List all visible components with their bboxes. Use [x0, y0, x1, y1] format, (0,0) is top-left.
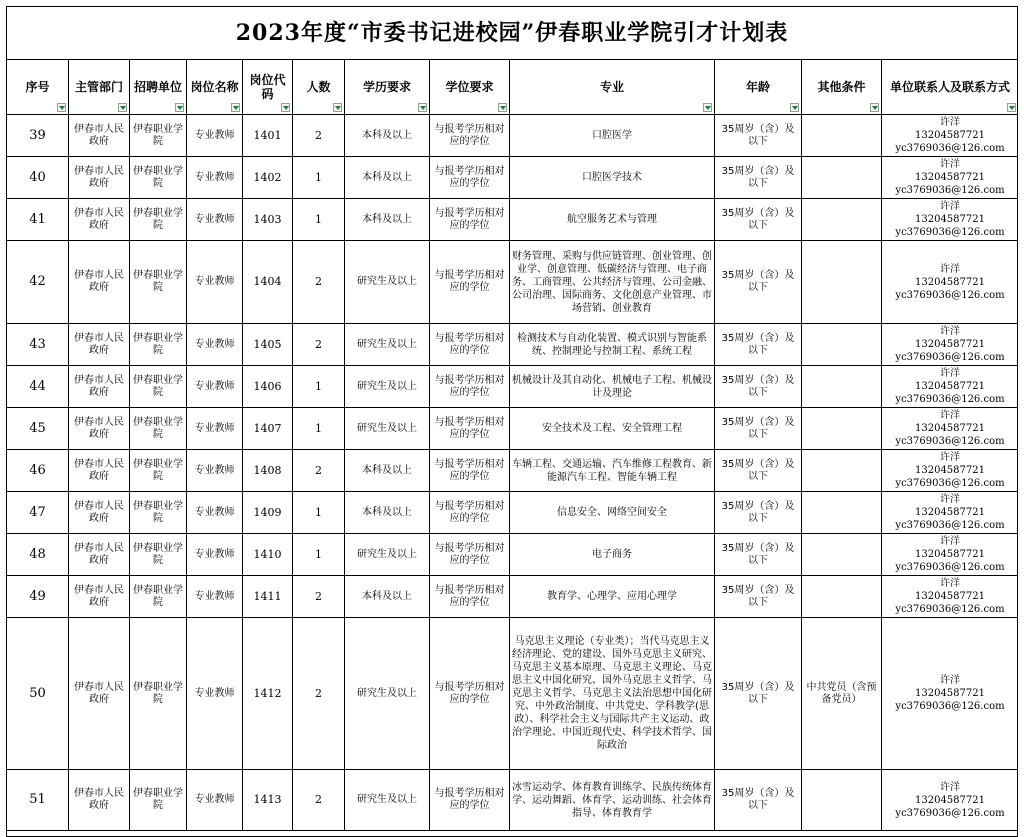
cell-code: 1411	[243, 576, 293, 618]
cell-major: 口腔医学技术	[510, 157, 715, 199]
cell-edu: 研究生及以上	[345, 534, 430, 576]
contact-phone: 13204587721	[915, 794, 985, 806]
cell-count: 1	[293, 408, 345, 450]
cell-post: 专业教师	[187, 450, 243, 492]
cell-contact	[882, 324, 1019, 366]
cell-edu: 本科及以上	[345, 450, 430, 492]
filter-dropdown-icon[interactable]	[333, 103, 342, 112]
contact-name: 许洋	[940, 578, 960, 589]
cell-edu: 研究生及以上	[345, 366, 430, 408]
col-header-contact: 单位联系人及联系方式	[882, 60, 1019, 115]
cell-count: 1	[293, 534, 345, 576]
cell-count: 2	[293, 115, 345, 157]
cell-major: 教育学、心理学、应用心理学	[510, 576, 715, 618]
cell-post: 专业教师	[187, 241, 243, 324]
cell-no: 45	[7, 408, 69, 450]
table-row	[7, 492, 1019, 534]
cell-major: 信息安全、网络空间安全	[510, 492, 715, 534]
cell-contact	[882, 199, 1019, 241]
cell-age: 35周岁（含）及以下	[715, 534, 802, 576]
contact-email: yc3769036@126.com	[895, 562, 1005, 573]
cell-other	[802, 770, 882, 831]
cell-code: 1403	[243, 199, 293, 241]
cell-age: 35周岁（含）及以下	[715, 241, 802, 324]
table-row	[7, 199, 1019, 241]
cell-edu: 研究生及以上	[345, 770, 430, 831]
cell-edu: 本科及以上	[345, 115, 430, 157]
cell-code: 1410	[243, 534, 293, 576]
cell-no: 40	[7, 157, 69, 199]
contact-phone: 13204587721	[915, 591, 985, 602]
contact-name: 许洋	[940, 675, 960, 686]
table-row	[7, 770, 1019, 831]
cell-unit: 伊春职业学院	[130, 492, 187, 534]
cell-other	[802, 157, 882, 199]
cell-contact	[882, 534, 1019, 576]
contact-email: yc3769036@126.com	[895, 352, 1005, 363]
cell-no: 43	[7, 324, 69, 366]
recruitment-table	[6, 59, 1018, 831]
cell-degree: 与报考学历相对应的学位	[430, 408, 510, 450]
cell-other	[802, 408, 882, 450]
cell-other	[802, 492, 882, 534]
col-header-edu: 学历要求	[345, 60, 430, 115]
cell-major: 马克思主义理论（专业类）；当代马克思主义经济理论、党的建设、国外马克思主义研究、马克思主义基本原理、马克思主义理论、马克思主义中国化研究、国外马克思主义哲学、马克思主义哲学、马克思主义法治思想中国化研究、中外政治制度、中共党史、学科教学(思政）、科学社会主义与国际共产主义运动、政治学理论、中国近现代史、科学技术哲学、国际政治	[510, 618, 715, 770]
table-row	[7, 157, 1019, 199]
cell-contact	[882, 576, 1019, 618]
cell-count: 2	[293, 324, 345, 366]
cell-code: 1401	[243, 115, 293, 157]
cell-no: 51	[7, 770, 69, 831]
cell-age: 35周岁（含）及以下	[715, 618, 802, 770]
cell-age: 35周岁（含）及以下	[715, 366, 802, 408]
cell-no: 49	[7, 576, 69, 618]
table-row	[7, 618, 1019, 770]
cell-code: 1404	[243, 241, 293, 324]
cell-degree: 与报考学历相对应的学位	[430, 576, 510, 618]
cell-code: 1412	[243, 618, 293, 770]
cell-post: 专业教师	[187, 534, 243, 576]
filter-dropdown-icon[interactable]	[281, 103, 290, 112]
contact-name: 许洋	[940, 368, 960, 379]
cell-major: 冰雪运动学、体育教育训练学、民族传统体育学、运动舞蹈、体育学、运动训练、社会体育指导、体育教育学	[510, 770, 715, 831]
cell-edu: 研究生及以上	[345, 618, 430, 770]
table-row	[7, 366, 1019, 408]
contact-name: 许洋	[940, 536, 960, 547]
cell-code: 1405	[243, 324, 293, 366]
cell-contact	[882, 492, 1019, 534]
contact-email: yc3769036@126.com	[895, 807, 1005, 819]
cell-dept: 伊春市人民政府	[69, 618, 130, 770]
cell-degree: 与报考学历相对应的学位	[430, 324, 510, 366]
contact-email: yc3769036@126.com	[895, 185, 1005, 196]
contact-email: yc3769036@126.com	[895, 289, 1005, 301]
contact-phone: 13204587721	[915, 688, 985, 699]
header-row	[7, 60, 1019, 115]
cell-degree: 与报考学历相对应的学位	[430, 115, 510, 157]
cell-major: 财务管理、采购与供应链管理、创业管理、创业学、创意管理、低碳经济与管理、电子商务、工商管理、公共经济与管理、公司金融、公司治理、国际商务、文化创意产业管理、市场营销、创业教育	[510, 241, 715, 324]
cell-no: 41	[7, 199, 69, 241]
cell-major: 航空服务艺术与管理	[510, 199, 715, 241]
cell-no: 39	[7, 115, 69, 157]
cell-major: 安全技术及工程、安全管理工程	[510, 408, 715, 450]
cell-major: 检测技术与自动化装置、模式识别与智能系统、控制理论与控制工程、系统工程	[510, 324, 715, 366]
col-header-age: 年龄	[715, 60, 802, 115]
contact-email: yc3769036@126.com	[895, 478, 1005, 489]
cell-code: 1402	[243, 157, 293, 199]
cell-age: 35周岁（含）及以下	[715, 576, 802, 618]
contact-name: 许洋	[940, 326, 960, 337]
cell-post: 专业教师	[187, 492, 243, 534]
cell-post: 专业教师	[187, 618, 243, 770]
contact-name: 许洋	[940, 452, 960, 463]
col-header-degree: 学位要求	[430, 60, 510, 115]
filter-dropdown-icon[interactable]	[498, 103, 507, 112]
cell-post: 专业教师	[187, 366, 243, 408]
cell-contact	[882, 618, 1019, 770]
table-row	[7, 241, 1019, 324]
table-row	[7, 408, 1019, 450]
cell-edu: 本科及以上	[345, 199, 430, 241]
contact-name: 许洋	[940, 117, 960, 128]
cell-degree: 与报考学历相对应的学位	[430, 199, 510, 241]
col-header-unit: 招聘单位	[130, 60, 187, 115]
cell-unit: 伊春职业学院	[130, 241, 187, 324]
cell-count: 2	[293, 450, 345, 492]
contact-phone: 13204587721	[915, 130, 985, 141]
cell-unit: 伊春职业学院	[130, 618, 187, 770]
cell-contact	[882, 770, 1019, 831]
cell-age: 35周岁（含）及以下	[715, 492, 802, 534]
cell-code: 1406	[243, 366, 293, 408]
cell-post: 专业教师	[187, 115, 243, 157]
filter-dropdown-icon[interactable]	[418, 103, 427, 112]
contact-email: yc3769036@126.com	[895, 701, 1005, 712]
cell-edu: 本科及以上	[345, 492, 430, 534]
contact-phone: 13204587721	[915, 423, 985, 434]
cell-edu: 本科及以上	[345, 576, 430, 618]
cell-dept: 伊春市人民政府	[69, 366, 130, 408]
cell-degree: 与报考学历相对应的学位	[430, 366, 510, 408]
cell-degree: 与报考学历相对应的学位	[430, 450, 510, 492]
contact-phone: 13204587721	[915, 549, 985, 560]
cell-major: 机械设计及其自动化、机械电子工程、机械设计及理论	[510, 366, 715, 408]
cell-unit: 伊春职业学院	[130, 408, 187, 450]
contact-phone: 13204587721	[915, 172, 985, 183]
contact-phone: 13204587721	[915, 381, 985, 392]
cell-code: 1408	[243, 450, 293, 492]
cell-age: 35周岁（含）及以下	[715, 157, 802, 199]
cell-unit: 伊春职业学院	[130, 115, 187, 157]
cell-age: 35周岁（含）及以下	[715, 450, 802, 492]
cell-contact	[882, 450, 1019, 492]
cell-other	[802, 450, 882, 492]
table-row	[7, 534, 1019, 576]
contact-name: 许洋	[940, 201, 960, 212]
cell-post: 专业教师	[187, 157, 243, 199]
cell-edu: 本科及以上	[345, 157, 430, 199]
cell-edu: 研究生及以上	[345, 408, 430, 450]
contact-phone: 13204587721	[915, 276, 985, 288]
cell-dept: 伊春市人民政府	[69, 492, 130, 534]
col-header-code: 岗位代码	[243, 60, 293, 115]
cell-code: 1407	[243, 408, 293, 450]
cell-major: 口腔医学	[510, 115, 715, 157]
cell-degree: 与报考学历相对应的学位	[430, 618, 510, 770]
cell-other	[802, 366, 882, 408]
cell-count: 1	[293, 366, 345, 408]
cell-unit: 伊春职业学院	[130, 534, 187, 576]
table-body	[7, 115, 1019, 831]
cell-degree: 与报考学历相对应的学位	[430, 770, 510, 831]
filter-dropdown-icon[interactable]	[870, 103, 879, 112]
filter-dropdown-icon[interactable]	[118, 103, 127, 112]
contact-name: 许洋	[940, 159, 960, 170]
cell-unit: 伊春职业学院	[130, 366, 187, 408]
cell-age: 35周岁（含）及以下	[715, 408, 802, 450]
filter-dropdown-icon[interactable]	[703, 103, 712, 112]
spreadsheet	[6, 6, 1018, 837]
col-header-no: 序号	[7, 60, 69, 115]
filter-dropdown-icon[interactable]	[175, 103, 184, 112]
cell-dept: 伊春市人民政府	[69, 115, 130, 157]
cell-dept: 伊春市人民政府	[69, 157, 130, 199]
cell-code: 1409	[243, 492, 293, 534]
contact-email: yc3769036@126.com	[895, 436, 1005, 447]
page-title: 2023年度“市委书记进校园”伊春职业学院引才计划表	[7, 7, 1017, 60]
cell-dept: 伊春市人民政府	[69, 199, 130, 241]
col-header-major: 专业	[510, 60, 715, 115]
col-header-dept: 主管部门	[69, 60, 130, 115]
col-header-count: 人数	[293, 60, 345, 115]
cell-other	[802, 324, 882, 366]
cell-unit: 伊春职业学院	[130, 450, 187, 492]
cell-no: 42	[7, 241, 69, 324]
cell-dept: 伊春市人民政府	[69, 534, 130, 576]
cell-age: 35周岁（含）及以下	[715, 324, 802, 366]
filter-dropdown-icon[interactable]	[790, 103, 799, 112]
cell-post: 专业教师	[187, 324, 243, 366]
cell-post: 专业教师	[187, 199, 243, 241]
contact-email: yc3769036@126.com	[895, 604, 1005, 615]
cell-no: 47	[7, 492, 69, 534]
cell-code: 1413	[243, 770, 293, 831]
cell-dept: 伊春市人民政府	[69, 241, 130, 324]
cell-post: 专业教师	[187, 408, 243, 450]
col-header-other: 其他条件	[802, 60, 882, 115]
cell-contact	[882, 366, 1019, 408]
cell-unit: 伊春职业学院	[130, 324, 187, 366]
cell-count: 1	[293, 157, 345, 199]
cell-count: 2	[293, 770, 345, 831]
cell-degree: 与报考学历相对应的学位	[430, 534, 510, 576]
contact-name: 许洋	[940, 781, 960, 793]
table-row	[7, 450, 1019, 492]
contact-name: 许洋	[940, 494, 960, 505]
cell-edu: 研究生及以上	[345, 324, 430, 366]
cell-other	[802, 199, 882, 241]
contact-email: yc3769036@126.com	[895, 520, 1005, 531]
cell-post: 专业教师	[187, 770, 243, 831]
filter-dropdown-icon[interactable]	[1007, 103, 1016, 112]
cell-contact	[882, 115, 1019, 157]
contact-phone: 13204587721	[915, 465, 985, 476]
cell-no: 46	[7, 450, 69, 492]
cell-count: 2	[293, 241, 345, 324]
cell-no: 50	[7, 618, 69, 770]
cell-count: 2	[293, 618, 345, 770]
cell-no: 44	[7, 366, 69, 408]
cell-other: 中共党员（含预备党员）	[802, 618, 882, 770]
cell-age: 35周岁（含）及以下	[715, 770, 802, 831]
cell-dept: 伊春市人民政府	[69, 770, 130, 831]
cell-other	[802, 576, 882, 618]
table-row	[7, 324, 1019, 366]
cell-degree: 与报考学历相对应的学位	[430, 241, 510, 324]
cell-unit: 伊春职业学院	[130, 199, 187, 241]
cell-major: 车辆工程、交通运输、汽车维修工程教育、新能源汽车工程、智能车辆工程	[510, 450, 715, 492]
cell-no: 48	[7, 534, 69, 576]
cell-other	[802, 534, 882, 576]
cell-dept: 伊春市人民政府	[69, 324, 130, 366]
cell-degree: 与报考学历相对应的学位	[430, 157, 510, 199]
contact-email: yc3769036@126.com	[895, 227, 1005, 238]
cell-count: 1	[293, 199, 345, 241]
contact-phone: 13204587721	[915, 214, 985, 225]
contact-email: yc3769036@126.com	[895, 143, 1005, 154]
cell-age: 35周岁（含）及以下	[715, 199, 802, 241]
contact-name: 许洋	[940, 263, 960, 275]
cell-count: 1	[293, 492, 345, 534]
cell-unit: 伊春职业学院	[130, 576, 187, 618]
cell-contact	[882, 408, 1019, 450]
cell-dept: 伊春市人民政府	[69, 576, 130, 618]
contact-phone: 13204587721	[915, 339, 985, 350]
cell-edu: 研究生及以上	[345, 241, 430, 324]
cell-major: 电子商务	[510, 534, 715, 576]
cell-contact	[882, 241, 1019, 324]
contact-email: yc3769036@126.com	[895, 394, 1005, 405]
contact-name: 许洋	[940, 410, 960, 421]
cell-degree: 与报考学历相对应的学位	[430, 492, 510, 534]
cell-contact	[882, 157, 1019, 199]
cell-other	[802, 115, 882, 157]
cell-dept: 伊春市人民政府	[69, 408, 130, 450]
cell-unit: 伊春职业学院	[130, 770, 187, 831]
cell-unit: 伊春职业学院	[130, 157, 187, 199]
col-header-post: 岗位名称	[187, 60, 243, 115]
contact-phone: 13204587721	[915, 507, 985, 518]
filter-dropdown-icon[interactable]	[231, 103, 240, 112]
cell-count: 2	[293, 576, 345, 618]
table-row	[7, 576, 1019, 618]
cell-post: 专业教师	[187, 576, 243, 618]
filter-dropdown-icon[interactable]	[57, 103, 66, 112]
cell-age: 35周岁（含）及以下	[715, 115, 802, 157]
cell-dept: 伊春市人民政府	[69, 450, 130, 492]
cell-other	[802, 241, 882, 324]
table-row	[7, 115, 1019, 157]
